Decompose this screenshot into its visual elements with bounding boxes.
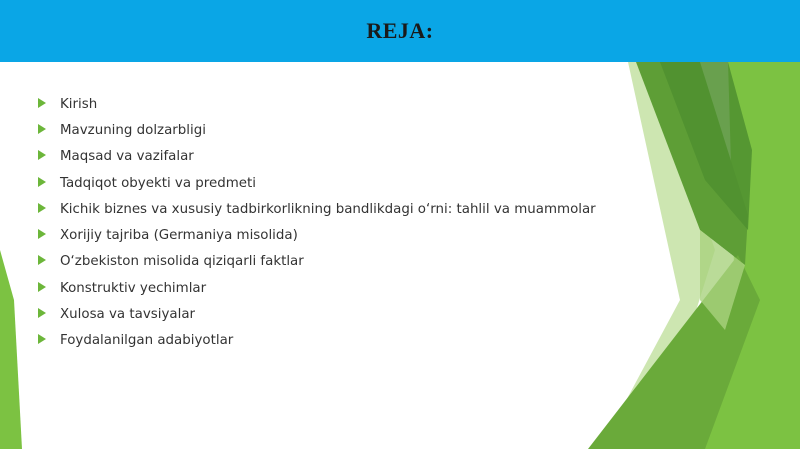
list-item (38, 301, 596, 327)
list-item-label: Konstruktiv yechimlar (60, 280, 207, 296)
bullet-arrow-icon (38, 150, 46, 160)
list-item (38, 328, 596, 354)
bullet-arrow-icon (38, 177, 46, 187)
header-bar (0, 0, 800, 62)
bullet-arrow-icon (38, 308, 46, 318)
list-item-label: Xorijiy tajriba (Germaniya misolida) (60, 228, 298, 244)
list-item (38, 249, 596, 275)
list-item (38, 170, 596, 196)
list-item (38, 275, 596, 301)
list-item (38, 91, 596, 117)
list-item (38, 117, 596, 143)
list-item-label: Maqsad va vazifalar (60, 149, 194, 165)
list-item-label: Xulosa va tavsiyalar (60, 307, 196, 323)
bullet-arrow-icon (38, 124, 46, 134)
bullet-arrow-icon (38, 229, 46, 239)
list-item (38, 144, 596, 170)
list-item-label: Tadqiqot obyekti va predmeti (60, 175, 257, 191)
agenda-list (38, 91, 596, 354)
left-green-sliver (0, 250, 22, 449)
list-item-label: Foydalanilgan adabiyotlar (60, 333, 234, 349)
bullet-arrow-icon (38, 255, 46, 265)
list-item-label: Kichik biznes va xususiy tadbirkorlikning bandlikdagi o‘rni: tahlil va muammolar (60, 201, 596, 217)
list-item-label: Kirish (60, 96, 98, 112)
list-item (38, 196, 596, 222)
slide-title: REJA: (366, 18, 434, 43)
list-item (38, 222, 596, 248)
list-item-label: O‘zbekiston misolida qiziqarli faktlar (60, 254, 304, 270)
bullet-arrow-icon (38, 334, 46, 344)
bullet-arrow-icon (38, 98, 46, 108)
bullet-arrow-icon (38, 282, 46, 292)
bullet-arrow-icon (38, 203, 46, 213)
list-item-label: Mavzuning dolzarbligi (60, 122, 206, 138)
